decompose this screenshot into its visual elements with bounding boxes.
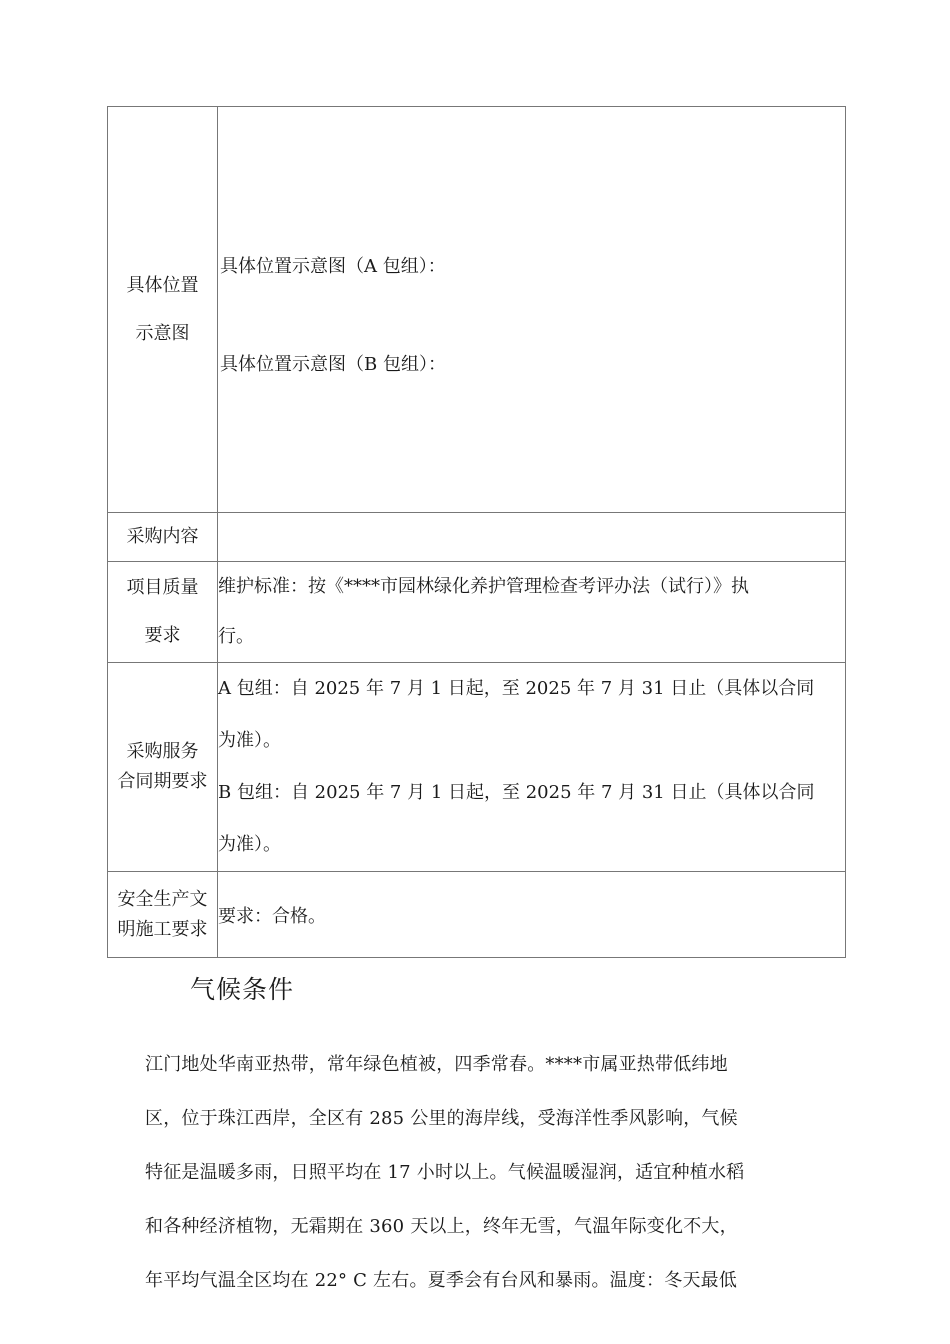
package-b-map-caption: 具体位置示意图（B 包组）： <box>220 354 446 375</box>
row-label-quality <box>108 562 218 663</box>
row-label-safety <box>108 872 218 958</box>
section-heading-climate: 气候条件 <box>190 975 295 1004</box>
climate-paragraph <box>145 1038 805 1308</box>
label-line: 合同期要求 <box>117 771 208 792</box>
table-row-quality <box>108 562 846 663</box>
paragraph-line: 特征是温暖多雨，日照平均在 17 小时以上。气候温暖湿润，适宜种植水稻 <box>145 1162 745 1183</box>
row-content-quality <box>218 562 846 663</box>
row-content-contract-period <box>218 663 846 872</box>
label-line: 示意图 <box>135 322 190 344</box>
text-line: 维护标准：按《****市园林绿化养护管理检查考评办法（试行）》执 <box>218 576 749 597</box>
row-content-location-map <box>218 107 846 513</box>
table-row-location-map <box>108 107 846 513</box>
row-content-procurement-content <box>218 513 846 562</box>
label-line: 项目质量 <box>126 577 199 598</box>
text-line: B 包组：自 2025 年 7 月 1 日起，至 2025 年 7 月 31 日止（具体以合同 <box>218 782 815 803</box>
procurement-spec-table <box>107 106 846 958</box>
text-line: 为准）。 <box>218 834 281 855</box>
package-a-map-caption: 具体位置示意图（A 包组）： <box>220 256 446 277</box>
paragraph-line: 和各种经济植物，无霜期在 360 天以上，终年无雪，气温年际变化不大， <box>145 1216 738 1237</box>
label-line: 安全生产文 <box>117 888 208 910</box>
table-row-contract-period <box>108 663 846 872</box>
paragraph-line: 区，位于珠江西岸，全区有 285 公里的海岸线，受海洋性季风影响，气候 <box>145 1108 738 1129</box>
label-line: 具体位置 <box>126 274 199 296</box>
paragraph-line: 江门地处华南亚热带，常年绿色植被，四季常春。****市属亚热带低纬地 <box>145 1054 728 1075</box>
text-line: 为准）。 <box>218 730 281 751</box>
label-line: 要求 <box>144 625 181 646</box>
row-label-procurement-content: 采购内容 <box>108 513 218 562</box>
label-line: 明施工要求 <box>117 918 208 940</box>
label-line: 采购服务 <box>126 741 199 762</box>
table-row-procurement-content <box>108 513 846 562</box>
text-line: A 包组：自 2025 年 7 月 1 日起，至 2025 年 7 月 31 日止（具体以合同 <box>218 678 815 699</box>
row-label-contract-period <box>108 663 218 872</box>
table-row-safety <box>108 872 846 958</box>
paragraph-line: 年平均气温全区均在 22° C 左右。夏季会有台风和暴雨。温度：冬天最低 <box>145 1270 738 1291</box>
row-content-safety: 要求：合格。 <box>218 872 846 958</box>
row-label-location-map <box>108 107 218 513</box>
text-line: 行。 <box>218 626 254 647</box>
